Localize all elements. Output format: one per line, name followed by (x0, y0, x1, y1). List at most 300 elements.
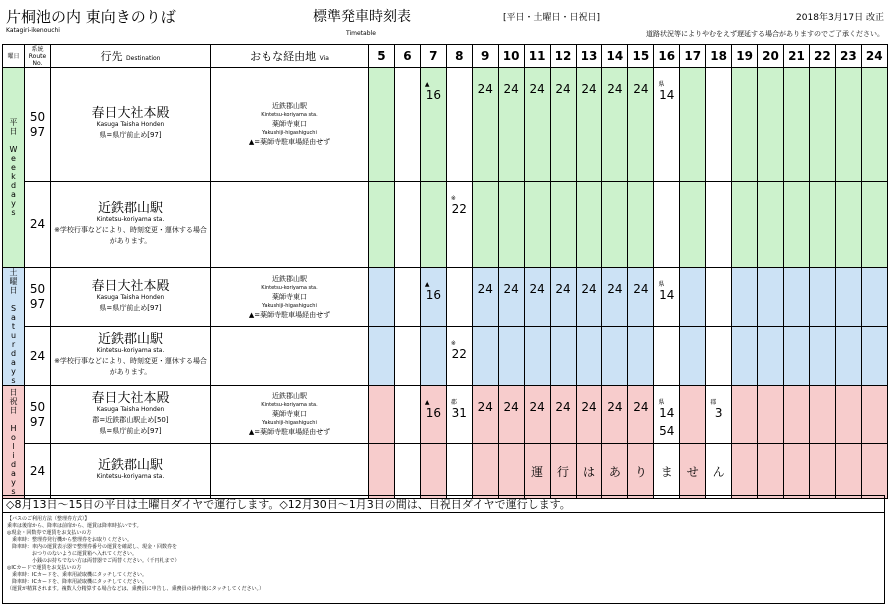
route-number-value: 24 (29, 217, 46, 231)
via-stop: 薬師寺東口 (272, 120, 307, 128)
category-label-jp: 日 (9, 286, 18, 295)
category-label-en: l (12, 442, 15, 451)
hour-cell (550, 182, 576, 268)
hour-cell (809, 327, 835, 386)
fare-instruction-line: （運賃が精算されます。複数人分精算する場合などは、乗務員に申告し、乗務員の操作後にタッチしてください。） (7, 586, 265, 592)
hour-cell (809, 182, 835, 268)
hour-cell (576, 386, 602, 444)
hour-cell (498, 68, 524, 182)
route-number (25, 268, 51, 327)
via-stops (211, 444, 369, 499)
route-number (25, 386, 51, 444)
departure-minute: 24 (581, 82, 597, 96)
fare-instruction-line: 【バスのご利用方法（整理券方式）】 (7, 516, 90, 522)
route-number-value: 50 (29, 109, 46, 124)
destination-name-en: Kasuga Taisha Honden (96, 121, 165, 128)
hour-cell (394, 268, 420, 327)
category-label-jp: 日 (9, 388, 18, 397)
destination-name-en: Kasuga Taisha Honden (96, 405, 165, 413)
hour-cell (706, 268, 732, 327)
via-stop: 薬師寺東口 (272, 292, 307, 301)
via-stop: 近鉄郡山駅 (272, 102, 307, 110)
departure-minute: 24 (529, 82, 545, 96)
departure-mark: 県 (658, 81, 665, 88)
via-stop: Kintetsu-koriyama sta. (261, 112, 318, 118)
category-label-en: d (10, 460, 17, 469)
destination-note: 県=県庁前止め[97] (99, 303, 162, 312)
hour-cell (628, 386, 654, 444)
hour-header: 20 (758, 45, 784, 68)
hour-cell (602, 444, 628, 499)
departure-mark: ▲ (424, 281, 430, 288)
no-service-char: は (582, 464, 595, 479)
hour-cell (758, 444, 784, 499)
hour-cell (654, 268, 680, 327)
hour-cell (732, 386, 758, 444)
hour-cell (654, 68, 680, 182)
hour-cell (758, 268, 784, 327)
route-number-value: 24 (29, 463, 46, 478)
hour-cell (576, 182, 602, 268)
hour-cell (524, 444, 550, 499)
departure-minute: 24 (633, 82, 649, 96)
column-category: 曜日 (3, 45, 25, 68)
hour-cell (369, 268, 395, 327)
timetable-row (3, 444, 888, 499)
hour-cell (369, 327, 395, 386)
hour-cell (602, 327, 628, 386)
hour-cell (809, 68, 835, 182)
destination-name: 近鉄郡山駅 (97, 458, 163, 473)
hour-cell (706, 327, 732, 386)
hour-cell (550, 444, 576, 499)
hour-cell (576, 444, 602, 499)
hour-cell (394, 444, 420, 499)
hour-cell (472, 268, 498, 327)
timetable-row (3, 327, 888, 386)
departure-minute: 24 (633, 282, 649, 296)
hour-cell (550, 327, 576, 386)
category-label-en: k (11, 172, 16, 181)
departure-minute: 3 (714, 406, 723, 420)
hour-cell (732, 182, 758, 268)
hour-cell (628, 268, 654, 327)
hour-header: 9 (472, 45, 498, 68)
column-via-en: Via (319, 55, 329, 62)
departure-minute: 22 (451, 202, 467, 216)
departure-mark: ※ (450, 195, 456, 202)
hour-cell (420, 444, 446, 499)
route-number-value: 50 (29, 399, 46, 414)
hour-cell (861, 68, 887, 182)
hour-cell (784, 68, 810, 182)
hour-cell (472, 386, 498, 444)
hour-cell (550, 268, 576, 327)
hour-header: 17 (680, 45, 706, 68)
hour-cell (784, 268, 810, 327)
hour-cell (784, 444, 810, 499)
no-service-char: ん (712, 464, 725, 479)
fare-instructions (2, 513, 885, 604)
hour-cell (706, 386, 732, 444)
via-stops (211, 68, 369, 182)
hour-cell (758, 182, 784, 268)
category-label-en: y (11, 478, 16, 487)
departure-mark: 県 (658, 399, 665, 406)
via-stop: Yakushiji-higashiguchi (262, 420, 317, 426)
destination-note: ※学校行事などにより、時刻変更・運休する場合があります。 (54, 357, 207, 376)
via-stops (211, 327, 369, 386)
hour-cell (732, 327, 758, 386)
hour-cell (628, 327, 654, 386)
category-label-jp: 祝 (9, 397, 18, 406)
hour-cell (680, 68, 706, 182)
via-stops (211, 268, 369, 327)
destination-note: 県=県庁前止め[97] (99, 131, 162, 139)
hour-cell (524, 68, 550, 182)
category-label-en: W (9, 145, 18, 154)
hour-cell (420, 68, 446, 182)
via-stop: 近鉄郡山駅 (272, 274, 307, 283)
category-weekday (3, 68, 25, 268)
departure-mark: 郡 (450, 399, 457, 406)
hour-cell (446, 182, 472, 268)
departure-minute: 16 (425, 406, 441, 420)
hour-cell (758, 68, 784, 182)
hour-cell (654, 386, 680, 444)
column-route-jp: 系統 (31, 45, 44, 53)
departure-minute: 24 (633, 400, 649, 414)
fare-instruction-line: 降車時：車内の運賃表示器で整理券番号の運賃を確認し、現金・回数券を (7, 544, 178, 550)
route-number (25, 444, 51, 499)
hour-cell (680, 386, 706, 444)
calendar-note: ◇8月13日～15日の平日は土曜日ダイヤで運行します。◇12月30日～1月3日の間は、日祝日ダイヤで運行します。 (2, 495, 885, 513)
category-label-en: a (11, 190, 16, 199)
departure-minute: 24 (581, 400, 597, 414)
hour-header: 18 (706, 45, 732, 68)
day-types-label: [平日・土曜日・日祝日] (503, 13, 601, 23)
hour-header: 22 (809, 45, 835, 68)
via-stop: ▲=薬師寺駐車場経由せず (248, 428, 331, 436)
hour-cell (472, 182, 498, 268)
hour-cell (680, 327, 706, 386)
fare-instruction-line: ◎ICカードで運賃をお支払いの方 (7, 565, 82, 571)
departure-minute: 24 (607, 82, 623, 96)
hour-cell (602, 68, 628, 182)
departure-minute: 31 (451, 406, 467, 420)
no-service-char: り (634, 464, 647, 479)
departure-minute: 54 (659, 424, 675, 438)
hour-cell (498, 444, 524, 499)
route-number (25, 68, 51, 182)
destination-name-en: Kintetsu-koriyama sta. (96, 347, 165, 354)
hour-header: 7 (420, 45, 446, 68)
no-service-char: ま (660, 464, 673, 479)
destination-name-en: Kintetsu-koriyama sta. (96, 215, 165, 223)
hour-cell (446, 327, 472, 386)
hour-cell (498, 327, 524, 386)
hour-cell (576, 327, 602, 386)
hour-cell (524, 327, 550, 386)
hour-header: 13 (576, 45, 602, 68)
destination (51, 327, 211, 386)
category-label-en: o (11, 433, 16, 442)
column-destination-en: Destination (126, 55, 161, 62)
departure-minute: 24 (607, 400, 623, 414)
category-label-en: y (11, 367, 16, 376)
fare-instruction-line: おつりのないように運賃箱へ入れてください。 (7, 551, 137, 557)
hour-cell (835, 182, 861, 268)
via-stops (211, 386, 369, 444)
category-label-jp: 曜 (9, 277, 18, 286)
hour-header: 21 (784, 45, 810, 68)
column-via (211, 45, 369, 68)
departure-minute: 24 (503, 282, 519, 296)
category-label-en: a (11, 469, 16, 478)
hour-header: 8 (446, 45, 472, 68)
category-saturday (3, 268, 25, 386)
hour-cell (835, 68, 861, 182)
category-label-en: t (11, 322, 16, 331)
departure-minute: 24 (607, 282, 623, 296)
route-number-value: 50 (29, 282, 46, 296)
departure-minute: 24 (503, 400, 519, 414)
category-label-en: r (11, 340, 16, 349)
departure-minute: 14 (659, 288, 675, 302)
departure-mark: ▲ (424, 399, 430, 406)
departure-minute: 24 (477, 82, 493, 96)
route-number-value: 24 (29, 348, 46, 363)
hour-cell (809, 268, 835, 327)
fare-instruction-line: 乗車は後扉から、降車は前扉から、運賃は降車時払いです。 (7, 523, 142, 529)
hour-cell (498, 268, 524, 327)
category-label-en: s (11, 376, 16, 385)
departure-mark: 県 (658, 281, 665, 288)
via-stops (211, 182, 369, 268)
page-title-en: Timetable (346, 30, 376, 37)
destination (51, 386, 211, 444)
category-holiday (3, 386, 25, 499)
hour-cell (446, 444, 472, 499)
hour-header: 19 (732, 45, 758, 68)
destination-name: 春日大社本殿 (91, 390, 170, 406)
hour-cell (861, 444, 887, 499)
hour-cell (861, 182, 887, 268)
hour-cell (732, 68, 758, 182)
route-number-value: 97 (29, 124, 46, 139)
destination-note: 郡=近鉄郡山駅止め[50] 県=県庁前止め[97] (92, 415, 169, 435)
hour-cell (524, 386, 550, 444)
category-label-en: i (12, 451, 15, 460)
departure-minute: 24 (529, 400, 545, 414)
hour-cell (446, 68, 472, 182)
fare-instruction-line: 降車時：ICカードを、降車用読取機にタッチしてください。 (7, 579, 147, 585)
departure-minute: 24 (529, 282, 545, 296)
via-stop: 近鉄郡山駅 (272, 392, 307, 400)
category-label-en: s (11, 208, 16, 217)
hour-header: 14 (602, 45, 628, 68)
departure-minute: 22 (451, 347, 467, 361)
hour-cell (758, 327, 784, 386)
category-label-en: e (11, 154, 16, 163)
category-label-en: S (10, 304, 17, 313)
hour-cell (498, 386, 524, 444)
departure-minute: 24 (555, 282, 571, 296)
hour-cell (576, 68, 602, 182)
category-label-en: H (10, 424, 17, 433)
hour-header: 6 (394, 45, 420, 68)
category-label-en: e (11, 163, 16, 172)
hour-cell (784, 327, 810, 386)
hour-cell (472, 444, 498, 499)
destination-name-en: Kasuga Taisha Honden (96, 293, 165, 301)
destination-name: 近鉄郡山駅 (97, 200, 163, 216)
timetable-grid (2, 44, 888, 499)
revision-date: 2018年3月17日 改正 (796, 13, 884, 23)
departure-minute: 16 (425, 88, 441, 102)
hour-cell (498, 182, 524, 268)
hour-cell (628, 68, 654, 182)
category-label-en: s (11, 487, 16, 496)
hour-cell (706, 182, 732, 268)
hour-cell (550, 68, 576, 182)
hour-cell (835, 268, 861, 327)
hour-cell (706, 444, 732, 499)
hour-cell (654, 444, 680, 499)
departure-minute: 24 (555, 82, 571, 96)
departure-minute: 24 (477, 282, 493, 296)
category-label-jp: 日 (9, 127, 18, 136)
hour-cell (369, 68, 395, 182)
departure-minute: 24 (581, 282, 597, 296)
hour-cell (524, 182, 550, 268)
route-number (25, 182, 51, 268)
hour-cell (835, 386, 861, 444)
category-label-en: a (11, 313, 16, 322)
destination-name-en: Kintetsu-koriyama sta. (96, 473, 165, 480)
hour-cell (369, 386, 395, 444)
destination-name: 近鉄郡山駅 (97, 332, 163, 347)
hour-cell (809, 386, 835, 444)
destination (51, 444, 211, 499)
hour-cell (420, 327, 446, 386)
category-spacer (3, 136, 24, 145)
hour-cell (861, 386, 887, 444)
destination (51, 68, 211, 182)
via-stop: Yakushiji-higashiguchi (262, 302, 317, 309)
hour-cell (654, 182, 680, 268)
hour-cell (446, 386, 472, 444)
route-number-value: 97 (29, 297, 46, 311)
page-title: 標準発車時刻表 (313, 9, 411, 25)
hour-cell (680, 268, 706, 327)
departure-mark: ▲ (424, 81, 430, 88)
hour-cell (602, 386, 628, 444)
category-label-jp: 土 (9, 268, 18, 277)
hour-cell (628, 444, 654, 499)
fare-instruction-line: ◎現金・回数券で運賃をお支払いの方 (7, 530, 92, 536)
column-destination (51, 45, 211, 68)
destination-name: 春日大社本殿 (91, 278, 170, 294)
category-spacer (3, 415, 24, 424)
hour-cell (472, 327, 498, 386)
via-stop: Kintetsu-koriyama sta. (261, 284, 318, 291)
hour-cell (394, 182, 420, 268)
destination-name: 春日大社本殿 (91, 106, 170, 121)
via-stop: ▲=薬師寺駐車場経由せず (248, 310, 331, 319)
hour-cell (550, 386, 576, 444)
hour-header: 24 (861, 45, 887, 68)
stop-name: 片桐池の内 東向きのりば (6, 8, 176, 26)
departure-minute: 24 (555, 400, 571, 414)
hour-header: 15 (628, 45, 654, 68)
no-service-char: 運 (531, 464, 544, 479)
category-label-en: a (11, 358, 16, 367)
category-label-jp: 平 (9, 118, 18, 127)
stop-name-en: Katagiri-ikenouchi (6, 27, 60, 34)
fare-instruction-line: 乗車時：整理券発行機から整理券をお取りください。 (7, 537, 133, 543)
hour-cell (576, 268, 602, 327)
departure-minute: 14 (659, 406, 675, 420)
hour-cell (420, 182, 446, 268)
hour-cell (628, 182, 654, 268)
hour-cell (394, 68, 420, 182)
hour-cell (784, 386, 810, 444)
hour-header: 16 (654, 45, 680, 68)
hour-cell (809, 444, 835, 499)
hour-cell (784, 182, 810, 268)
departure-minute: 14 (659, 88, 675, 102)
column-route-en: Route No. (28, 52, 47, 67)
route-number (25, 327, 51, 386)
column-destination-jp: 行先 (100, 50, 123, 63)
departure-mark: 郡 (710, 399, 717, 406)
destination (51, 182, 211, 268)
hour-cell (706, 68, 732, 182)
departure-mark: ※ (450, 340, 456, 347)
hour-cell (758, 386, 784, 444)
timetable-row (3, 386, 888, 444)
hour-cell (835, 444, 861, 499)
hour-cell (369, 444, 395, 499)
category-label-en: d (10, 181, 17, 190)
hour-header: 12 (550, 45, 576, 68)
no-service-char: あ (608, 464, 621, 479)
hour-cell (394, 327, 420, 386)
destination-note: ※学校行事などにより、時刻変更・運休する場合があります。 (54, 225, 207, 245)
via-stop: Kintetsu-koriyama sta. (261, 402, 318, 408)
hour-cell (680, 182, 706, 268)
via-stop: 薬師寺東口 (272, 410, 307, 418)
destination (51, 268, 211, 327)
column-route (25, 45, 51, 68)
hour-cell (732, 268, 758, 327)
via-stop: ▲=薬師寺駐車場経由せず (248, 138, 331, 146)
no-service-char: 行 (557, 464, 570, 479)
hour-cell (369, 182, 395, 268)
hour-cell (861, 327, 887, 386)
route-number-value: 97 (29, 414, 46, 429)
category-label-jp: 日 (9, 406, 18, 415)
timetable-row (3, 268, 888, 327)
via-stop: Yakushiji-higashiguchi (262, 130, 317, 136)
hour-cell (732, 444, 758, 499)
hour-cell (472, 68, 498, 182)
timetable-row (3, 182, 888, 268)
fare-instruction-line: 小銭のお持ちでない方は両替器でご両替ください。（千円札まで） (7, 558, 180, 564)
fare-instruction-line: 乗車時：ICカードを、乗車用読取機にタッチしてください。 (7, 572, 147, 578)
category-label-en: d (10, 349, 17, 358)
